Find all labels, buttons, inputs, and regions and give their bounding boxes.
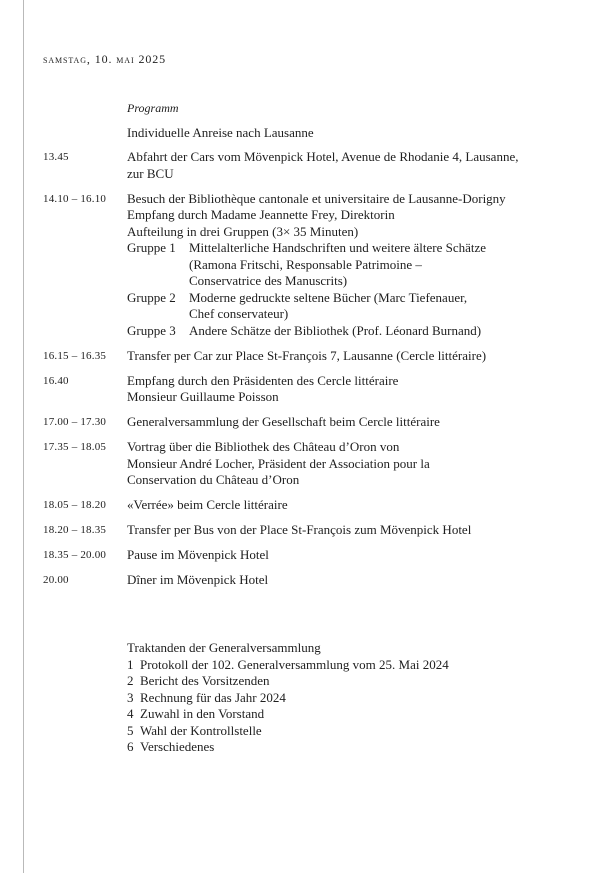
schedule-description	[127, 497, 563, 514]
traktanden-number: 1	[127, 656, 134, 672]
group-description	[189, 323, 563, 340]
description-line: Generalversammlung der Gesellschaft beim Cercle littéraire	[127, 414, 440, 429]
schedule-row	[43, 522, 563, 539]
schedule-time: 17.00 – 17.30	[43, 416, 107, 428]
schedule-time: 18.05 – 18.20	[43, 499, 107, 511]
group-line: Chef conservateur)	[189, 306, 289, 321]
schedule-row	[43, 547, 563, 564]
schedule-description	[127, 439, 563, 489]
traktanden-number: 3	[127, 689, 134, 705]
date-heading: samstag, 10. mai 2025	[43, 52, 167, 66]
group-label: Gruppe 1	[127, 240, 176, 255]
schedule-description	[127, 572, 563, 589]
traktanden-text: Wahl der Kontrollstelle	[140, 722, 262, 738]
description-line: Vortrag über die Bibliothek des Château d’Oron von	[127, 439, 400, 454]
description-line: Transfer per Bus von der Place St-François zum Mövenpick Hotel	[127, 522, 472, 537]
group-label: Gruppe 3	[127, 322, 176, 338]
schedule-description	[127, 348, 563, 365]
traktanden-item	[127, 673, 449, 690]
description-line: Pause im Mövenpick Hotel	[127, 547, 269, 562]
description-line: Aufteilung in drei Gruppen (3× 35 Minuten)	[127, 223, 359, 239]
traktanden-text: Verschiedenes	[140, 739, 215, 754]
description-line: zur BCU	[127, 165, 174, 181]
schedule-row	[43, 497, 563, 514]
description-line: Empfang durch den Präsidenten des Cercle littéraire	[127, 372, 399, 388]
group-entry	[127, 323, 563, 340]
schedule-description	[127, 414, 563, 431]
traktanden-item	[127, 706, 449, 723]
schedule-time: 14.10 – 16.10	[43, 192, 107, 205]
traktanden-item	[127, 657, 449, 674]
group-entry	[127, 290, 563, 323]
schedule-row	[43, 191, 563, 340]
group-line: Conservatrice des Manuscrits)	[189, 273, 348, 288]
schedule-time: 13.45	[43, 151, 69, 163]
group-description	[189, 240, 563, 290]
description-line: Dîner im Mövenpick Hotel	[127, 572, 269, 587]
traktanden	[127, 640, 449, 756]
description-line: Besuch der Bibliothèque cantonale et universitaire de Lausanne-Dorigny	[127, 190, 506, 206]
intro-line: Individuelle Anreise nach Lausanne	[127, 125, 314, 140]
group-line: Mittelalterliche Handschriften und weitere ältere Schätze	[189, 240, 487, 255]
schedule-time: 18.20 – 18.35	[43, 524, 107, 536]
traktanden-title: Traktanden der Generalversammlung	[127, 640, 321, 655]
schedule-row	[43, 414, 563, 431]
description-line: Abfahrt der Cars vom Mövenpick Hotel, Avenue de Rhodanie 4, Lausanne,	[127, 149, 519, 164]
schedule-time: 18.35 – 20.00	[43, 549, 107, 561]
group-entry	[127, 240, 563, 290]
traktanden-number: 4	[127, 706, 134, 721]
schedule-time: 16.40	[43, 374, 69, 387]
group-line: Moderne gedruckte seltene Bücher (Marc Tiefenauer,	[189, 289, 468, 305]
group-line: (Ramona Fritschi, Responsable Patrimoine –	[189, 256, 422, 272]
schedule-time: 16.15 – 16.35	[43, 349, 107, 362]
description-line: Monsieur Guillaume Poisson	[127, 389, 279, 404]
traktanden-number: 5	[127, 722, 134, 738]
left-margin-rule	[23, 0, 24, 873]
group-label: Gruppe 2	[127, 289, 176, 305]
schedule	[43, 149, 563, 597]
program-title: Programm	[127, 101, 179, 115]
schedule-row	[43, 149, 563, 182]
schedule-row	[43, 572, 563, 589]
traktanden-text: Rechnung für das Jahr 2024	[140, 689, 286, 705]
description-line: Transfer per Car zur Place St-François 7, Lausanne (Cercle littéraire)	[127, 347, 487, 363]
schedule-row	[43, 348, 563, 365]
schedule-time: 20.00	[43, 574, 69, 586]
group-description	[189, 290, 563, 323]
schedule-description	[127, 522, 563, 539]
description-line: «Verrée» beim Cercle littéraire	[127, 497, 288, 512]
group-line: Andere Schätze der Bibliothek (Prof. Léonard Burnand)	[189, 322, 482, 338]
schedule-description	[127, 149, 563, 182]
schedule-row	[43, 373, 563, 406]
traktanden-item	[127, 739, 449, 756]
description-line: Conservation du Château d’Oron	[127, 472, 300, 487]
schedule-row	[43, 439, 563, 489]
traktanden-text: Zuwahl in den Vorstand	[140, 706, 265, 721]
description-line: Empfang durch Madame Jeannette Frey, Direktorin	[127, 207, 395, 222]
traktanden-item	[127, 690, 449, 707]
schedule-description	[127, 373, 563, 406]
description-line: Monsieur André Locher, Präsident der Association pour la	[127, 455, 430, 471]
schedule-time: 17.35 – 18.05	[43, 441, 107, 453]
schedule-description	[127, 191, 563, 340]
traktanden-text: Protokoll der 102. Generalversammlung vom 25. Mai 2024	[140, 656, 449, 672]
traktanden-item	[127, 723, 449, 740]
traktanden-text: Bericht des Vorsitzenden	[140, 673, 270, 688]
schedule-description	[127, 547, 563, 564]
traktanden-number: 2	[127, 673, 134, 688]
traktanden-number: 6	[127, 739, 134, 754]
